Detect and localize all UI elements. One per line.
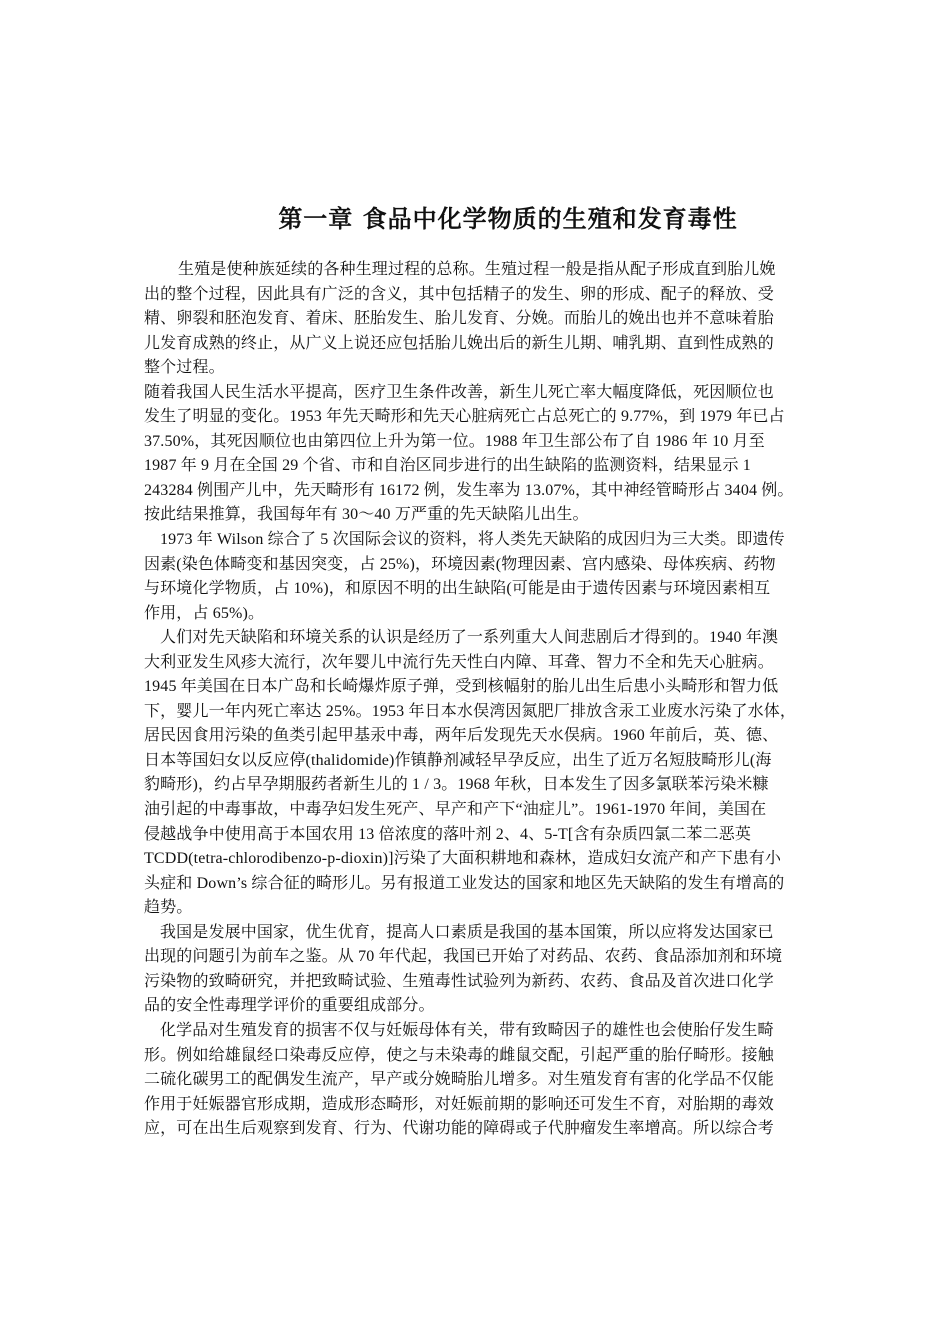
text-line: 儿发育成熟的终止，从广义上说还应包括胎儿娩出后的新生儿期、哺乳期、直到性成熟的 <box>144 334 774 352</box>
text-line: 油引起的中毒事故，中毒孕妇发生死产、早产和产下“油症儿”。1961-1970 年间，美国在 <box>144 801 767 819</box>
text-line: 下，婴儿一年内死亡率达 25%。1953 年日本水俣湾因氮肥厂排放含汞工业废水污染了水体， <box>144 702 797 720</box>
text-line: 1973 年 Wilson 综合了 5 次国际会议的资料，将人类先天缺陷的成因归为三大类。即遗传 <box>160 531 785 549</box>
text-line: 出的整个过程，因此具有广泛的含义，其中包括精子的发生、卵的形成、配子的释放、受 <box>144 285 774 303</box>
text-line: 随着我国人民生活水平提高，医疗卫生条件改善，新生儿死亡率大幅度降低，死因顺位也 <box>144 383 774 401</box>
text-line: 1945 年美国在日本广岛和长崎爆炸原子弹，受到核幅射的胎儿出生后患小头畸形和智力低 <box>144 678 779 696</box>
text-line: 因素(染色体畸变和基因突变，占 25%)，环境因素(物理因素、宫内感染、母体疾病、药物 <box>144 555 776 573</box>
text-line: 污染物的致畸研究，并把致畸试验、生殖毒性试验列为新药、农药、食品及首次进口化学 <box>144 972 774 990</box>
text-line: 我国是发展中国家，优生优育，提高人口素质是我国的基本国策，所以应将发达国家已 <box>160 923 774 941</box>
text-line: 趋势。 <box>144 899 193 917</box>
text-line: 按此结果推算，我国每年有 30～40 万严重的先天缺陷儿出生。 <box>144 506 589 524</box>
text-line: 化学品对生殖发育的损害不仅与妊娠母体有关，带有致畸因子的雄性也会使胎仔发生畸 <box>160 1021 774 1039</box>
text-line: 作用，占 65%)。 <box>144 604 265 622</box>
text-line: 37.50%，其死因顺位也由第四位上升为第一位。1988 年卫生部公布了自 1986 年 10 月至 <box>144 432 765 450</box>
text-line: 出现的问题引为前车之鉴。从 70 年代起，我国已开始了对药品、农药、食品添加剂和环境 <box>144 948 783 966</box>
text-line: 侵越战争中使用高于本国农用 13 倍浓度的落叶剂 2、4、5-T[含有杂质四氯二苯二恶英 <box>144 825 752 843</box>
text-line: 应，可在出生后观察到发育、行为、代谢功能的障碍或子代肿瘤发生率增高。所以综合考 <box>144 1120 774 1138</box>
text-line: 整个过程。 <box>144 359 225 377</box>
text-line: 头症和 Down’s 综合征的畸形儿。另有报道工业发达的国家和地区先天缺陷的发生有增高的 <box>144 874 785 892</box>
text-line: 作用于妊娠器官形成期，造成形态畸形，对妊娠前期的影响还可发生不育，对胎期的毒效 <box>144 1095 774 1113</box>
text-line: 大利亚发生风疹大流行，次年婴儿中流行先天性白内障、耳聋、智力不全和先天心脏病。 <box>144 653 774 671</box>
text-line: 形。例如给雄鼠经口染毒反应停，使之与未染毒的雌鼠交配，引起严重的胎仔畸形。接触 <box>144 1046 774 1064</box>
text-line: 与环境化学物质，占 10%)，和原因不明的出生缺陷(可能是由于遗传因素与环境因素相互 <box>144 580 771 598</box>
text-line: 二硫化碳男工的配偶发生流产，早产或分娩畸胎儿增多。对生殖发育有害的化学品不仅能 <box>144 1071 774 1089</box>
text-line: 1987 年 9 月在全国 29 个省、市和自治区同步进行的出生缺陷的监测资料，结果显示 1 <box>144 457 751 475</box>
text-line: 人们对先天缺陷和环境关系的认识是经历了一系列重大人间悲剧后才得到的。1940 年澳 <box>160 629 779 647</box>
body-text <box>144 258 820 1142</box>
text-line: 日本等国妇女以反应停(thalidomide)作镇静剂减轻早孕反应，出生了近万名短肢畸形儿(海 <box>144 751 772 769</box>
text-line: 发生了明显的变化。1953 年先天畸形和先天心脏病死亡占总死亡的 9.77%，到 1979 年已占 <box>144 408 785 426</box>
text-line: 豹畸形)，约占早孕期服药者新生儿的 1 / 3。1968 年秋，日本发生了因多氯联苯污染米糠 <box>144 776 769 794</box>
text-line: 品的安全性毒理学评价的重要组成部分。 <box>144 997 435 1015</box>
text-line: 243284 例围产儿中，先天畸形有 16172 例，发生率为 13.07%，其中神经管畸形占 3404 例。 <box>144 481 794 499</box>
text-line: TCDD(tetra-chlorodibenzo-p-dioxin)]污染了大面积耕地和森林，造成妇女流产和产下患有小 <box>144 850 782 868</box>
text-line: 生殖是使种族延续的各种生理过程的总称。生殖过程一般是指从配子形成直到胎儿娩 <box>178 261 776 278</box>
text-line: 居民因食用污染的鱼类引起甲基汞中毒，两年后发现先天水俣病。1960 年前后，英、德、 <box>144 727 779 745</box>
text-line: 精、卵裂和胚泡发育、着床、胚胎发生、胎儿发育、分娩。而胎儿的娩出也并不意味着胎 <box>144 310 774 328</box>
chapter-title: 第一章 食品中化学物质的生殖和发育毒性 <box>278 205 738 233</box>
